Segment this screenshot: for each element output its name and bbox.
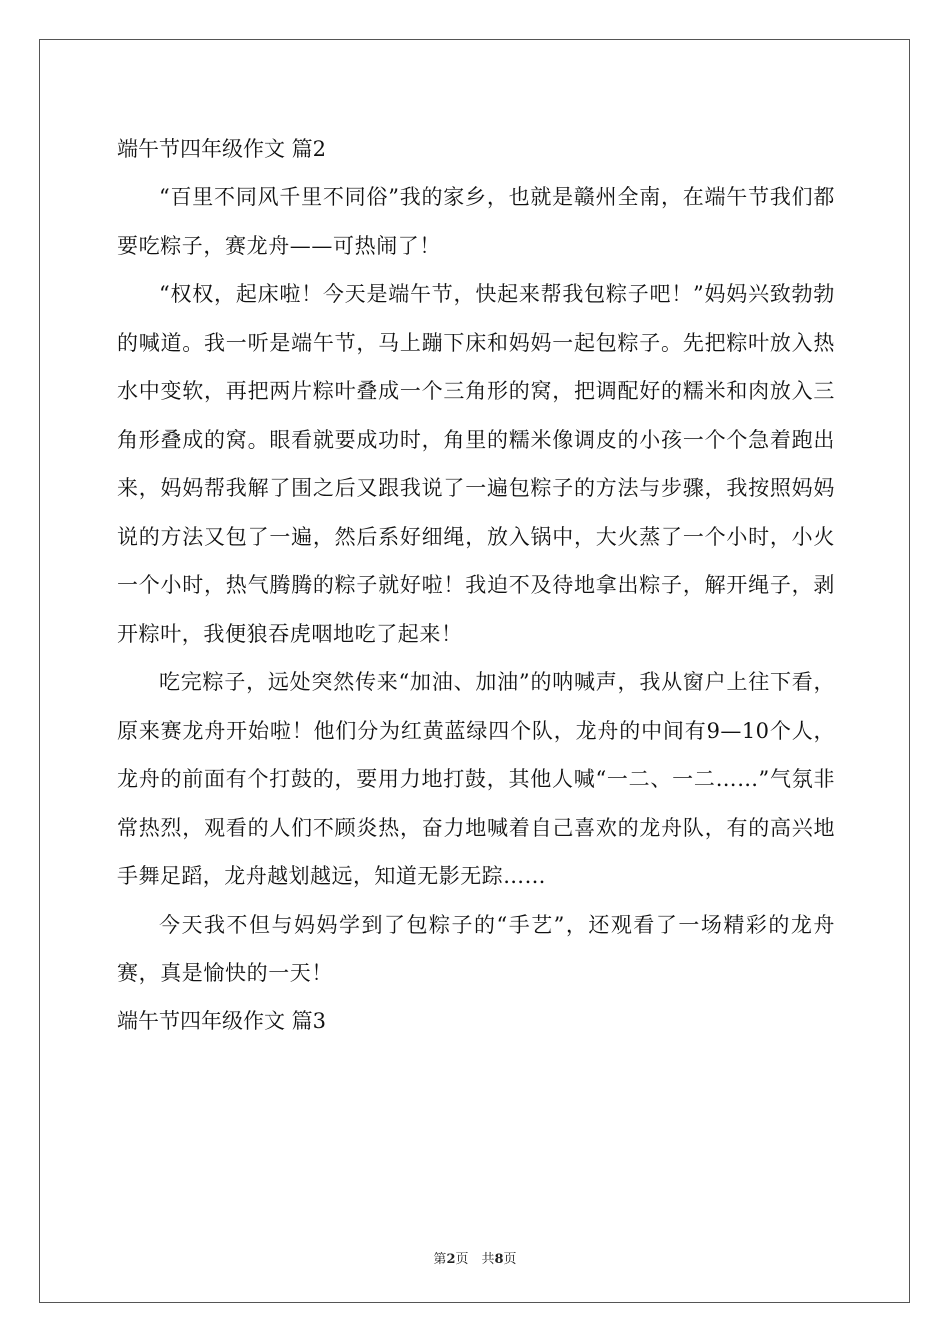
paragraph-1: “百里不同风千里不同俗”我的家乡，也就是赣州全南，在端午节我们都要吃粽子，赛龙舟——可热闹了！ [117,185,835,258]
paragraph-4: 今天我不但与妈妈学到了包粽子的“手艺”，还观看了一场精彩的龙舟赛，真是愉快的一天！ [117,912,835,985]
paragraph-2: “权权，起床啦！今天是端午节，快起来帮我包粽子吧！”妈妈兴致勃勃的喊道。我一听是端午节，马上蹦下床和妈妈一起包粽子。先把粽叶放入热水中变软，再把两片粽叶叠成一个三角形的窝，把调配好的糯米和肉放入三角形叠成的窝。眼看就要成功时，角里的糯米像调皮的小孩一个个急着跑出来，妈妈帮我解了围之后又跟我说了一遍包粽子的方法与步骤，我按照妈妈说的方法又包了一遍，然后系好细绳，放入锅中，大火蒸了一个小时，小火一个小时，热气腾腾的粽子就好啦！我迫不及待地拿出粽子，解开绳子，剥开粽叶，我便狼吞虎咽地吃了起来！ [117,282,835,646]
page-mid: 页 共 [455,1252,495,1267]
page-prefix: 第 [433,1252,447,1267]
page-suffix: 页 [503,1252,517,1267]
paragraph-3: 吃完粽子，远处突然传来“加油、加油”的呐喊声，我从窗户上往下看，原来赛龙舟开始啦！他们分为红黄蓝绿四个队，龙舟的中间有9—10个人，龙舟的前面有个打鼓的，要用力地打鼓，其他人喊“一二、一二……”气氛非常热烈，观看的人们不顾炎热，奋力地喊着自己喜欢的龙舟队，有的高兴地手舞足蹈，龙舟越划越远，知道无影无踪…… [117,670,835,888]
document-body [117,126,835,1045]
section-heading-2: 端午节四年级作文 篇2 [117,137,327,161]
total-pages: 8 [494,1252,504,1267]
page-number: 2 [446,1252,456,1267]
page-footer [0,1248,950,1267]
section-heading-3: 端午节四年级作文 篇3 [117,1008,327,1033]
